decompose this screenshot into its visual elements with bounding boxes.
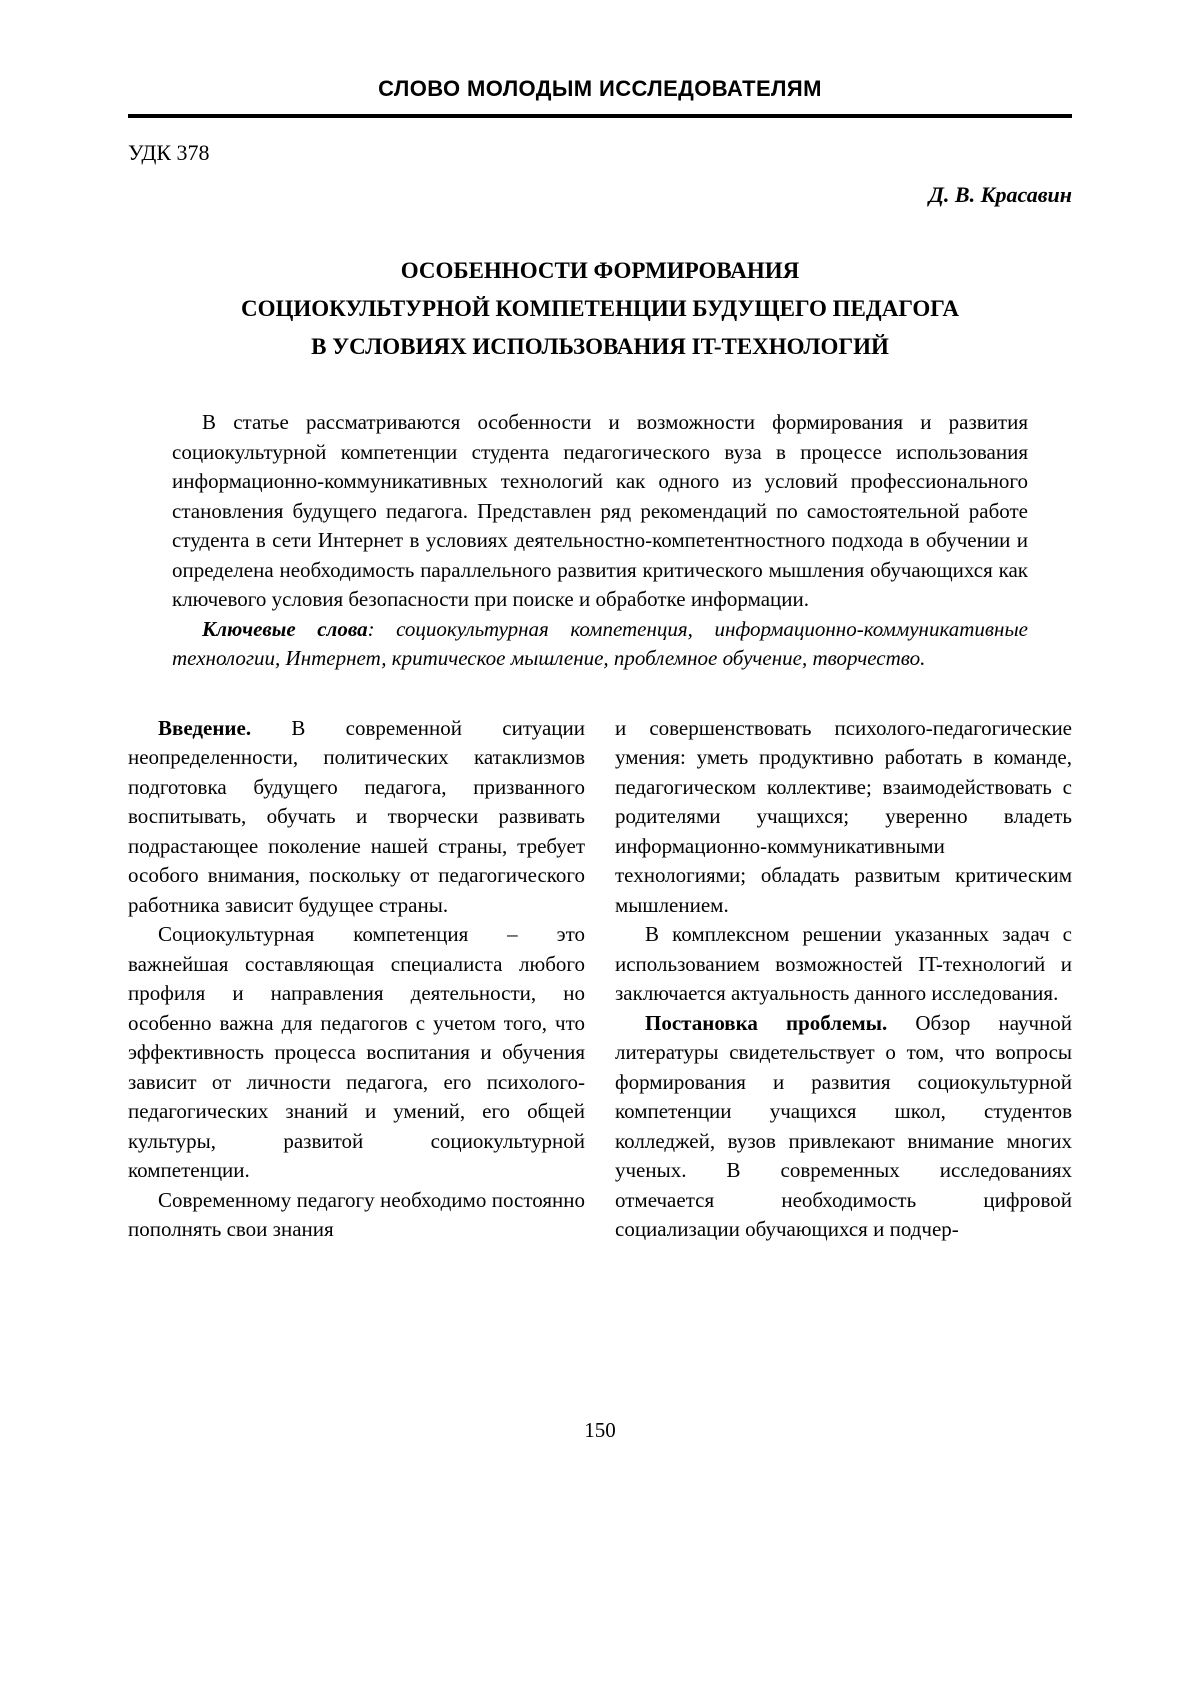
article-title-line-3: В УСЛОВИЯХ ИСПОЛЬЗОВАНИЯ IT-ТЕХНОЛОГИЙ xyxy=(311,334,889,359)
running-header-title: СЛОВО МОЛОДЫМ ИССЛЕДОВАТЕЛЯМ xyxy=(378,76,822,101)
body-paragraph xyxy=(128,714,585,921)
paragraph-text: и совершенствовать психолого-педагогические умения: уметь продуктивно работать в команде, педагогическом коллективе; взаимодействовать с родителями учащихся; уверенно владеть информационно-коммуникативными технологиями; обладать развитым критическим мышлением. xyxy=(615,715,1072,917)
body-paragraph xyxy=(128,1186,585,1245)
body-paragraph xyxy=(615,1009,1072,1245)
running-header xyxy=(128,76,1072,118)
udc-code: УДК 378 xyxy=(128,140,210,165)
keywords-label: Ключевые слова xyxy=(202,616,368,641)
article-title xyxy=(128,252,1072,366)
paragraph-text: Обзор научной литературы свидетельствует о том, что вопросы формирования и развития социокультурной компетенции учащихся школ, студентов колледжей, вузов привлекают внимание многих ученых. В современных исследованиях отмечается необходимость цифровой социализации обучающихся и подчер- xyxy=(615,1010,1072,1241)
paragraph-text: Современному педагогу необходимо постоянно пополнять свои знания xyxy=(128,1187,585,1241)
keywords-paragraph xyxy=(172,615,1028,674)
right-column xyxy=(615,714,1072,1245)
article-title-line-2: СОЦИОКУЛЬТУРНОЙ КОМПЕТЕНЦИИ БУДУЩЕГО ПЕДАГОГА xyxy=(240,296,960,321)
left-column xyxy=(128,714,585,1245)
body-paragraph xyxy=(128,920,585,1186)
paragraph-text: В комплексном решении указанных задач с использованием возможностей IT-технологий и заключается актуальность данного исследования. xyxy=(615,922,1072,1005)
paragraph-text: В современной ситуации неопределенности, политических катаклизмов подготовка будущего педагога, призванного воспитывать, обучать и творчески развивать подрастающее поколение нашей страны, требует особого внимания, поскольку от педагогического работника зависит будущее страны. xyxy=(128,715,586,917)
article-title-line-1: ОСОБЕННОСТИ ФОРМИРОВАНИЯ xyxy=(400,258,800,283)
header-rule xyxy=(128,114,1072,118)
keywords-text: : социокультурная компетенция, информационно-коммуникативные технологии, Интернет, критическое мышление, проблемное обучение, творчество. xyxy=(172,616,1028,670)
body-paragraph xyxy=(615,920,1072,1009)
paragraph-lead: Введение. xyxy=(158,715,292,740)
abstract-paragraph: В статье рассматриваются особенности и возможности формирования и развития социокультурной компетенции студента педагогического вуза в процессе использования информационно-коммуникативных технологий как одного из условий профессионального становления будущего педагога. Представлен ряд рекомендаций по самостоятельной работе студента в сети Интернет в условиях деятельностно-компетентностного подхода в обучении и определена необходимость параллельного развития критического мышления обучающихся как ключевого условия безопасности при поиске и обработке информации. xyxy=(172,410,1028,611)
abstract-block xyxy=(172,408,1028,674)
author-name: Д. В. Красавин xyxy=(928,182,1072,207)
body-paragraph xyxy=(615,714,1072,921)
paragraph-text: Социокультурная компетенция – это важнейшая составляющая специалиста любого профиля и направления деятельности, но особенно важна для педагогов с учетом того, что эффективность процесса воспитания и обучения зависит от личности педагога, его психолого-педагогических знаний и умений, его общей культуры, развитой социокультурной компетенции. xyxy=(128,922,585,1182)
page-number: 150 xyxy=(584,1418,616,1442)
two-column-body xyxy=(128,714,1072,1245)
paragraph-lead: Постановка проблемы. xyxy=(645,1010,916,1035)
